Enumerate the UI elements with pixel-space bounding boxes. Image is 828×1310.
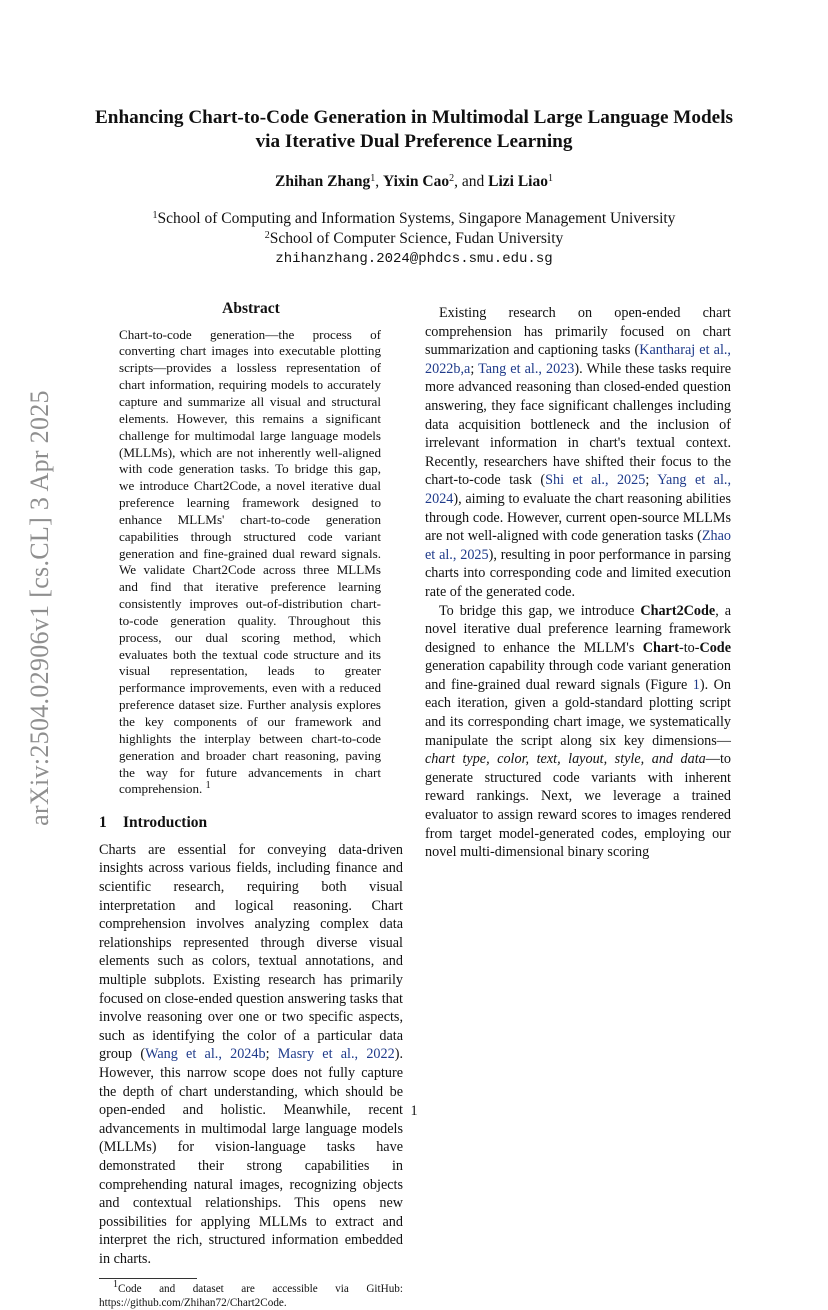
citation-link[interactable]: Yang et al., 2024	[425, 472, 732, 507]
right-column	[425, 304, 731, 862]
contact-email[interactable]: zhihanzhang.2024@phdcs.smu.edu.sg	[275, 251, 553, 267]
abstract-heading: Abstract	[222, 300, 280, 317]
author-affiliation-mark: 1	[548, 173, 553, 184]
figure-reference-link[interactable]: 1	[692, 676, 700, 693]
affiliations	[90, 209, 738, 269]
citation-link[interactable]: Shi et al., 2025	[545, 472, 646, 489]
author-name: Yixin Cao	[382, 173, 450, 190]
section-heading-introduction: 1 Introduction	[99, 814, 208, 832]
abstract-body: Chart-to-code generation—the process of converting chart images into executable plotting scripts—provides a lossless representation of chart information, requiring models to accurately capture and summarize all visual and structural elements. However, this remains a significant challenge for multimodal large language models (MLLMs), which are not inherently well-aligned with code generation tasks. To bridge this gap, we introduce Chart2Code, a novel iterative dual preference learning framework designed to enhance MLLMs' chart-to-code generation capabilities through structured code variant generation and fine-grained dual reward signals. We validate Chart2Code across three MLLMs and find that iterative preference learning consistently improves out-of-distribution chart-to-code generation quality. Throughout this process, our dual scoring method, which evaluates both the textual code structure and its visual representation, leads to greater performance improvements, even with a reduced preference dataset size. Further analysis explores the key components of our framework and highlights the interplay between chart-to-code generation and broader chart reasoning, paving the way for future advancements in chart comprehension. $^1$	[119, 326, 381, 797]
arxiv-identifier-watermark: arXiv:2504.02906v1 [cs.CL] 3 Apr 2025	[25, 390, 55, 826]
author-name: Zhihan Zhang	[274, 173, 371, 190]
intro-paragraph-3: To bridge this gap, we introduce Chart2Code, a novel iterative dual preference learning framework designed to enhance the MLLM's Chart-to-Code generation capability through code variant generation and fine-grained dual reward signals (Figure 1). On each iteration, given a gold-standard plotting script and its corresponding chart image, we systematically manipulate the script along six key dimensions—chart type, color, text, layout, style, and data—to generate structured code variants with inherent reward rankings. Next, we leverage a trained evaluator to assign reward scores to images rendered from target model-generated codes, employing our novel multi-dimensional binary scoring	[425, 602, 731, 861]
footnote-mark[interactable]: 1	[205, 780, 211, 792]
author-affiliation-mark: 1	[370, 173, 376, 184]
citation-link[interactable]: Zhao et al., 2025	[425, 528, 731, 563]
intro-paragraph-2: Existing research on open-ended chart comprehension has primarily focused on chart summarization and captioning tasks (Kantharaj et al., 2022b,a; Tang et al., 2023). While these tasks require more advanced reasoning than closed-ended question answering, they face significant challenges including data acquisition bottleneck and the inclusion of irrelevant information in chart's textual context. Recently, researchers have shifted their focus to the chart-to-code task (Shi et al., 2025; Yang et al., 2024), aiming to evaluate the chart reasoning abilities through code. However, current open-source MLLMs are not well-aligned with code generation tasks (Zhao et al., 2025), resulting in poor performance in parsing charts into corresponding code and limited execution rate of the generated code.	[425, 305, 732, 600]
author-affiliation-mark: 2	[449, 173, 455, 184]
affiliation-line: $^1$School of Computing and Information Systems, Singapore Management University	[152, 210, 676, 227]
author-list: Zhihan Zhang$^1$, Yixin Cao$^2$, and Lizi Liao$^1$	[274, 173, 553, 190]
citation-link[interactable]: Kantharaj et al., 2022b,a	[425, 342, 731, 377]
intro-paragraph-1: Charts are essential for conveying data-driven insights across various fields, including finance and scientific research, requiring both visual interpretation and logical reasoning. Chart comprehension involves analyzing complex data relationships represented through diverse visual elements such as colors, textual annotations, and multiple subplots. Existing research has primarily focused on close-ended question answering tasks that involve reasoning over one or two specific aspects, such as identifying the color of a particular data group (Wang et al., 2024b; Masry et al., 2022). However, this narrow scope does not fully capture the depth of chart understanding, which should be open-ended and holistic. Meanwhile, recent advancements in multimodal large language models (MLLMs) for vision-language tasks have demonstrated their strong capabilities in comprehending natural images, recognizing objects and contextual relationships. This opens new possibilities for applying MLLMs to extract and interpret the rich, structured information embedded in charts.	[99, 841, 403, 1267]
affiliation-line: $^2$School of Computer Science, Fudan University	[264, 230, 564, 247]
left-column	[99, 300, 403, 1310]
page-number: 1	[410, 1103, 418, 1119]
paper-title: Enhancing Chart-to-Code Generation in Multimodal Large Language Models via Iterative Dual Preference Learning	[95, 107, 733, 152]
footnote: $^1$Code and dataset are accessible via GitHub: https://github.com/Zhihan72/Chart2Code.	[99, 1279, 403, 1310]
citation-link[interactable]: Masry et al., 2022	[277, 1046, 395, 1063]
citation-link[interactable]: Wang et al., 2024b	[145, 1046, 266, 1063]
citation-link[interactable]: Tang et al., 2023	[478, 360, 575, 377]
author-name: Lizi Liao	[488, 173, 548, 190]
